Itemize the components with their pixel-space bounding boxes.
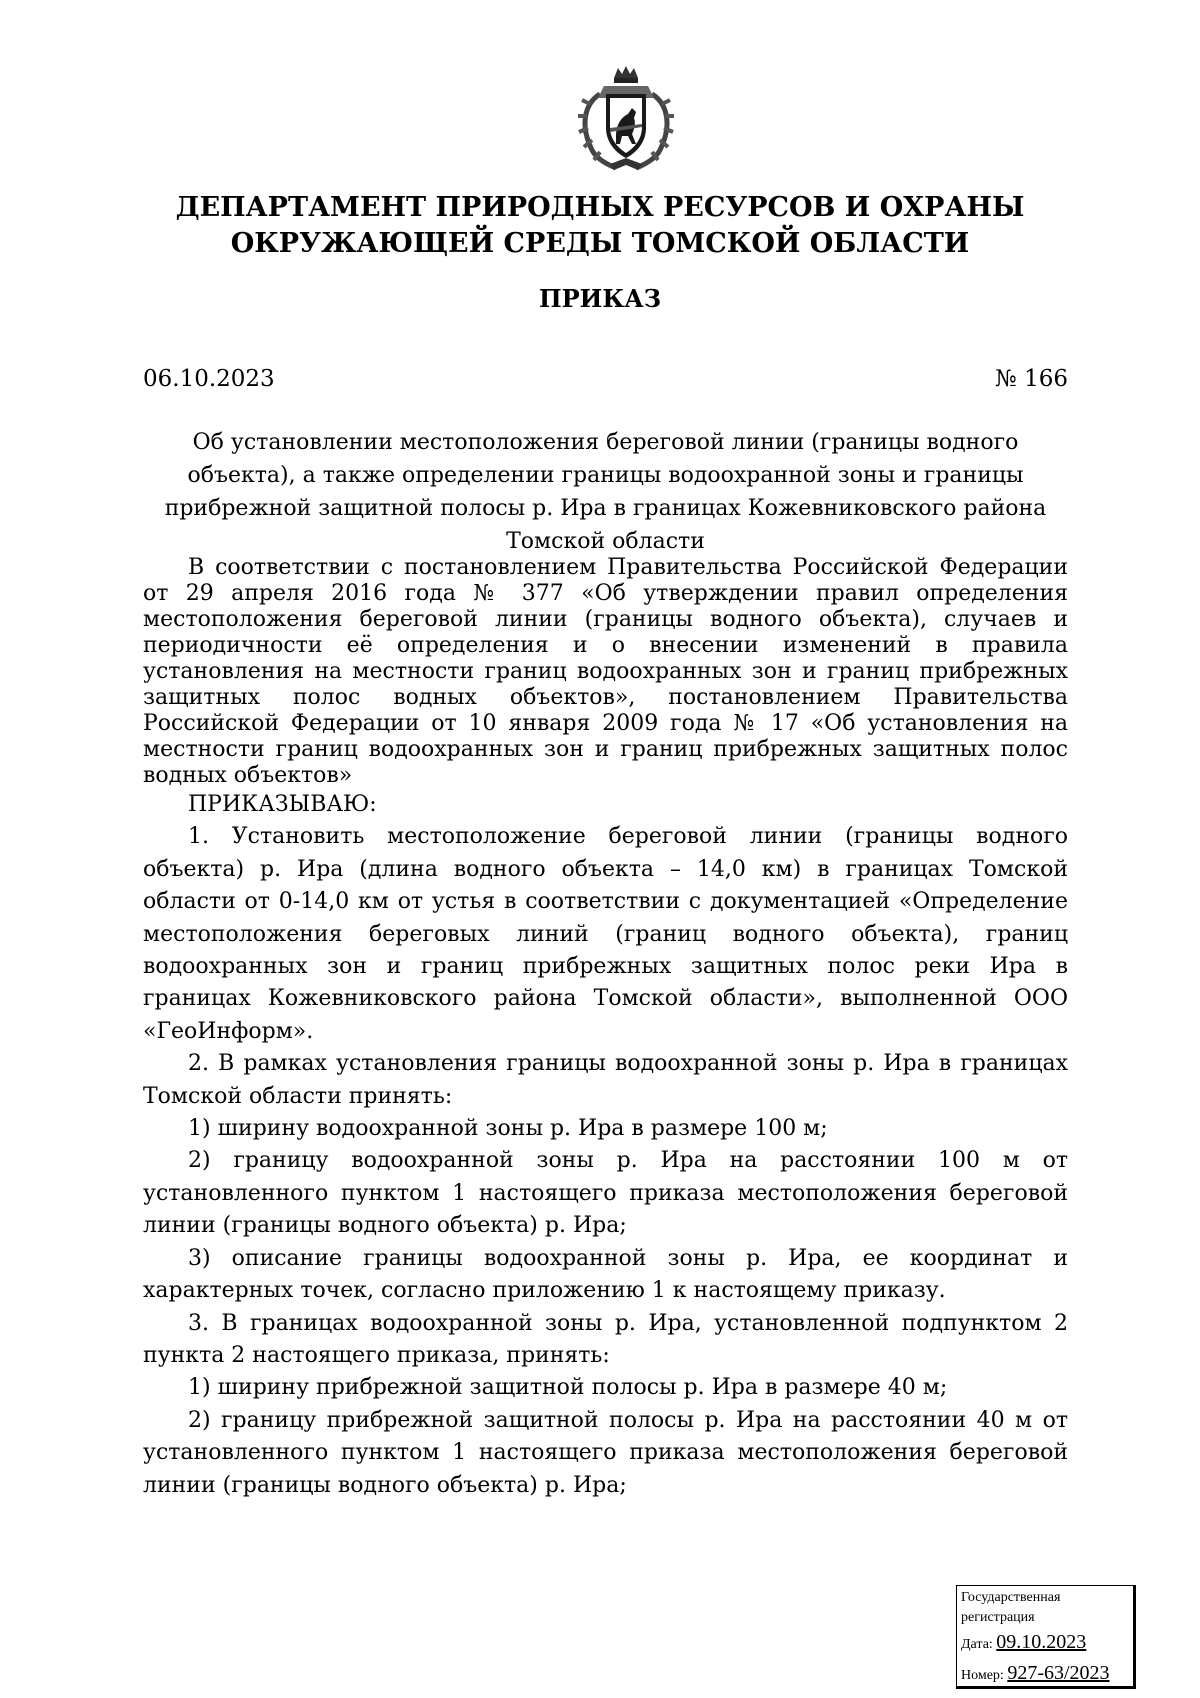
clause-1: 1. Установить местоположение береговой линии (границы водного объекта) р. Ира (длина водного объекта – 14,0 км) в границах Томской области от 0-14,0 км от устья в соответствии с документацией «Определение местоположения береговых линий (границ водного объекта), границ водоохранных зон и границ прибрежных защитных полос реки Ира в границах Кожевниковского района Томской области», выполненной ООО «ГеоИнформ». [143, 824, 1068, 1044]
registration-date-label: Дата: [961, 1637, 993, 1652]
clause-3: 3. В границах водоохранной зоны р. Ира, установленной подпунктом 2 пункта 2 настоящего приказа, принять: [143, 1310, 1068, 1368]
order-date: 06.10.2023 [143, 366, 275, 392]
document-type: ПРИКАЗ [538, 284, 662, 313]
department-name-line1: ДЕПАРТАМЕНТ ПРИРОДНЫХ РЕСУРСОВ И ОХРАНЫ [175, 192, 1025, 223]
order-word: ПРИКАЗЫВАЮ: [188, 792, 377, 817]
registration-date: 09.10.2023 [996, 1631, 1087, 1653]
order-body [143, 555, 1068, 1502]
clause-2-3: 3) описание границы водоохранной зоны р. Ира, ее координат и характерных точек, согласно приложению 1 к настоящему приказу. [143, 1245, 1068, 1304]
clause-3-1: 1) ширину прибрежной защитной полосы р. Ира в размере 40 м; [188, 1375, 948, 1401]
registration-stamp [956, 1585, 1136, 1689]
clause-3-2: 2) границу прибрежной защитной полосы р. Ира на расстоянии 40 м от установленного пунктом 1 настоящего приказа местоположения береговой линии (границы водного объекта) р. Ира; [143, 1407, 1068, 1498]
registration-date-row [961, 1628, 1129, 1659]
clause-2-2: 2) границу водоохранной зоны р. Ира на расстоянии 100 м от установленного пунктом 1 настоящего приказа местоположения береговой линии (границы водного объекта) р. Ира; [143, 1148, 1068, 1239]
registration-number-label: Номер: [961, 1668, 1004, 1683]
registration-title: Государственная регистрация [961, 1590, 1061, 1625]
clause-2-1: 1) ширину водоохранной зоны р. Ира в размере 100 м; [188, 1116, 828, 1142]
coat-of-arms-icon [570, 64, 682, 174]
order-number: № 166 [995, 366, 1068, 392]
registration-number-row [961, 1659, 1129, 1690]
department-name-line2: ОКРУЖАЮЩЕЙ СРЕДЫ ТОМСКОЙ ОБЛАСТИ [230, 228, 970, 259]
clause-2: 2. В рамках установления границы водоохранной зоны р. Ира в границах Томской области принять: [143, 1051, 1068, 1109]
preamble: В соответствии с постановлением Правительства Российской Федерации от 29 апреля 2016 года № 377 «Об утверждении правил определения местоположения береговой линии (границы водного объекта), случаев и периодичности её определения и о внесении изменений в правила установления на местности границ водоохранных зон и границ прибрежных защитных полос водных объектов», постановлением Правительства Российской Федерации от 10 января 2009 года № 17 «Об установления на местности границ водоохранных зон и границ прибрежных защитных полос водных объектов» [143, 555, 1068, 788]
order-subject: Об установлении местоположения береговой линии (границы водного объекта), а также определении границы водоохранной зоны и границы прибрежной защитной полосы р. Ира в границах Кожевниковского района Томской области [164, 430, 1047, 554]
registration-number: 927-63/2023 [1007, 1662, 1110, 1684]
